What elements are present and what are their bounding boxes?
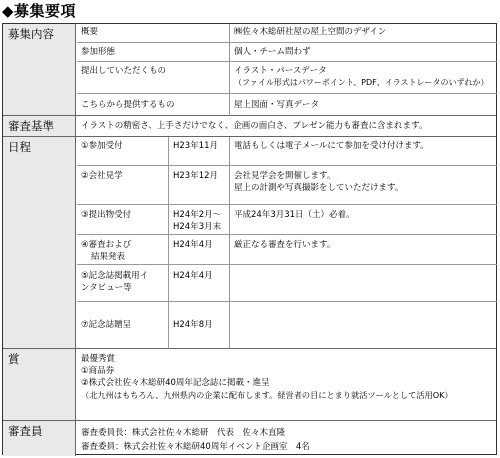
schedule-step: ⑦記念誌贈呈	[81, 320, 132, 330]
schedule-step: ③提出物受付	[81, 210, 132, 220]
prize-line: ①商品券	[81, 366, 115, 376]
section-criteria	[3, 116, 496, 137]
schedule-date: H24年4月	[173, 240, 213, 250]
schedule-step: ②会社見学	[81, 171, 123, 181]
schedule-step: ①参加受付	[81, 141, 123, 151]
section-label: 審査基準	[3, 116, 76, 136]
section-prize	[3, 349, 496, 421]
content-key: 概要	[81, 27, 99, 37]
section-label: 賞	[3, 349, 76, 420]
prize-line: （北九州はもちろん、九州県内の企業に配布します。経営者の目にとまり就活ツールとして活用OK）	[81, 390, 453, 400]
schedule-step: ⑤記念誌掲載用イ	[81, 271, 149, 281]
criteria-text: イラストの精密さ、上手さだけでなく、企画の面白さ、プレゼン能力も審査に含まれます。	[81, 121, 428, 131]
schedule-date: H23年12月	[173, 171, 219, 181]
schedule-desc: 会社見学会を開催します。	[234, 171, 336, 181]
content-value: 個人・チーム問わず	[234, 47, 311, 57]
judge-line: 審査委員：株式会社佐々木総研40周年イベント企画室 4名	[81, 442, 310, 452]
section-content	[3, 24, 496, 116]
section-label: 審査員	[3, 421, 76, 456]
schedule-date: H24年4月	[173, 271, 213, 281]
content-value: 屋上図面・写真データ	[234, 100, 320, 110]
requirements-table	[2, 23, 497, 455]
content-value: イラスト・パースデータ	[234, 66, 327, 76]
page-title: ◆募集要項	[2, 2, 77, 20]
schedule-step: ンタビュー等	[81, 283, 132, 293]
section-label: 募集内容	[3, 24, 76, 115]
schedule-date: H24年2月～	[173, 210, 222, 220]
schedule-desc	[230, 317, 234, 319]
schedule-step: ④審査および	[81, 240, 132, 250]
schedule-desc: 平成24年3月31日（土）必着。	[234, 210, 355, 220]
schedule-desc	[230, 268, 234, 270]
content-key: こちらから提供するもの	[81, 100, 175, 110]
section-schedule	[3, 137, 496, 349]
schedule-step: 結果発表	[91, 252, 126, 262]
schedule-date: H23年11月	[173, 141, 219, 151]
prize-line: ②株式会社佐々木総研40周年記念誌に掲載・進呈	[81, 378, 270, 388]
schedule-desc: 厳正なる審査を行います。	[234, 240, 336, 250]
schedule-desc: 屋上の計測や写真撮影をしていただけます。	[234, 183, 404, 193]
judge-line: 審査委員長：株式会社佐々木総研 代表 佐々木直隆	[81, 428, 286, 438]
content-value: ㈱佐々木総研社屋の屋上空間のデザイン	[234, 27, 387, 37]
prize-line: 最優秀賞	[81, 354, 116, 364]
section-judges	[3, 421, 496, 456]
content-key: 参加形態	[81, 47, 116, 57]
schedule-desc: 電話もしくは電子メールにて参加を受け付けます。	[234, 141, 429, 151]
content-value-note: （ファイル形式はパワーポイント、PDF、イラストレータのいずれか）	[234, 78, 489, 87]
content-key: 提出していただくもの	[81, 66, 167, 76]
schedule-date: H24年8月	[173, 320, 213, 330]
schedule-date: H24年3月末	[173, 222, 222, 232]
section-label: 日程	[3, 137, 76, 348]
